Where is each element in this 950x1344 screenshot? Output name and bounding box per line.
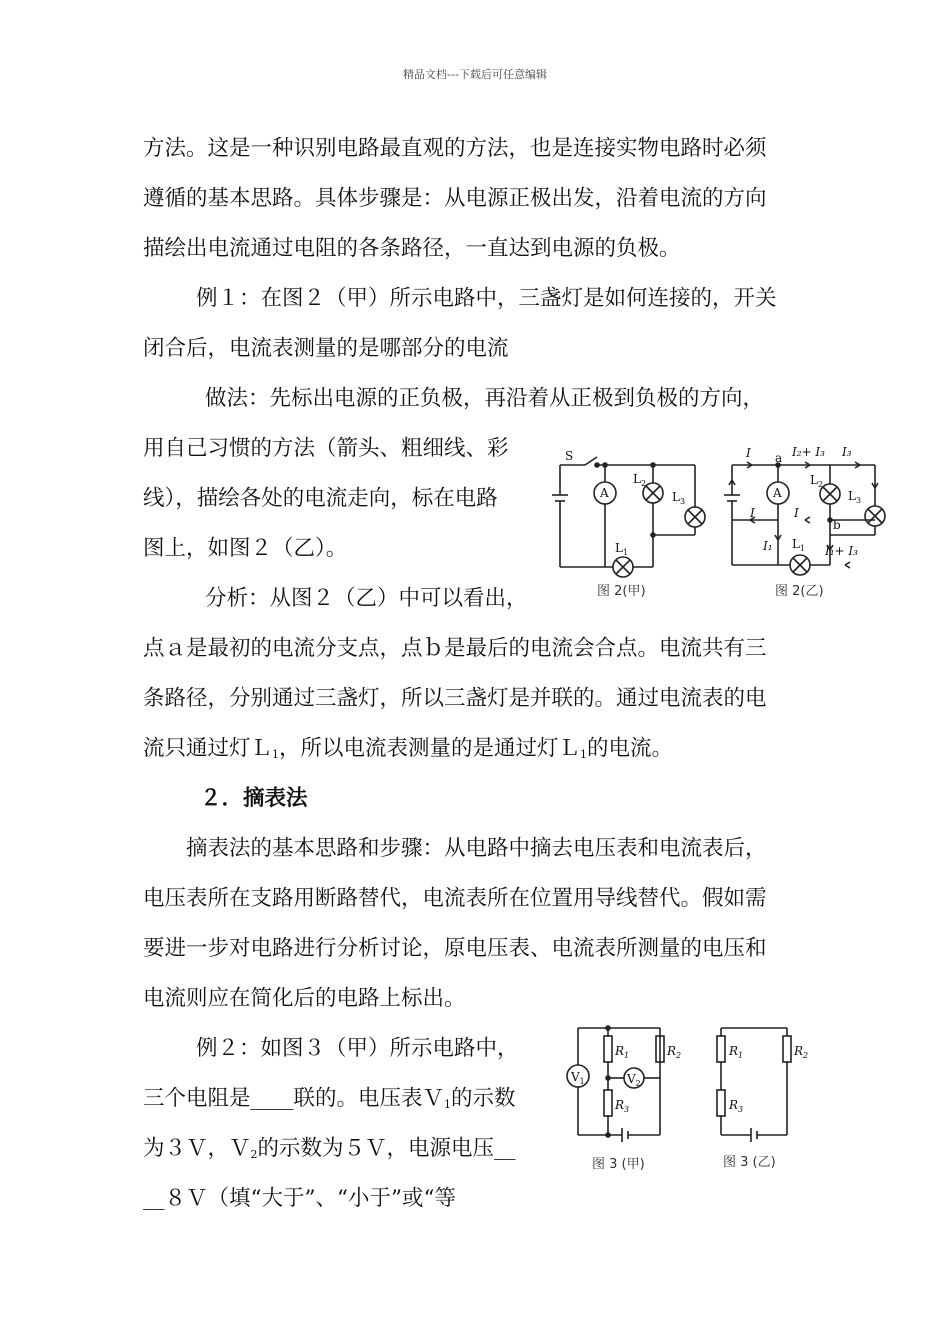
ammeter-label: A xyxy=(773,486,782,500)
lamp-label: $L_1$ xyxy=(615,541,629,557)
body-text-line: 电压表所在支路用断路替代，电流表所在位置用导线替代。假如需 xyxy=(143,886,767,911)
page-header: 精品文档---下载后可任意编辑 xyxy=(403,68,547,81)
voltmeter-label: $V_1$ xyxy=(571,1070,585,1086)
current-label: I₃ xyxy=(842,445,852,459)
voltmeter-label: $V_2$ xyxy=(627,1072,641,1088)
current-label: I xyxy=(750,506,755,520)
analysis-text: 条路径，分别通过三盏灯，所以三盏灯是并联的。通过电流表的电 xyxy=(143,686,767,711)
figure-caption: 图 2(甲) xyxy=(597,584,646,599)
node-b-label: b xyxy=(833,518,841,532)
lamp-label: $L_2$ xyxy=(810,473,824,489)
body-text-line: 电流则应在简化后的电路上标出。 xyxy=(143,986,466,1011)
figure-3a-circuit xyxy=(562,1020,702,1180)
current-label: I₁ xyxy=(763,539,773,553)
current-label: I xyxy=(794,506,799,520)
resistor-label: $R_1$ xyxy=(729,1044,744,1060)
example-1-question: 例１：在图２（甲）所示电路中，三盏灯是如何连接的，开关 xyxy=(196,286,777,311)
section-heading: ２．摘表法 xyxy=(200,786,308,811)
body-text-line: 遵循的基本思路。具体步骤是：从电源正极出发，沿着电流的方向 xyxy=(143,186,767,211)
example-2-question: 三个电阻是____联的。电压表Ｖ$_1$的示数 xyxy=(143,1086,516,1111)
example-2-question: __８Ｖ（填“大于”、“小于”或“等 xyxy=(143,1186,456,1211)
example-1-question-cont: 闭合后，电流表测量的是哪部分的电流 xyxy=(143,336,509,361)
current-label: I₂+ I₃ xyxy=(792,445,825,459)
method-text: 做法：先标出电源的正负极，再沿着从正极到负极的方向， xyxy=(205,386,765,411)
lamp-label: $L_1$ xyxy=(792,537,806,553)
lamp-label: $L_3$ xyxy=(848,489,862,505)
current-label: I₁+ I₃ xyxy=(825,544,858,558)
example-2-question: 例２：如图３（甲）所示电路中， xyxy=(196,1036,519,1061)
current-label: I xyxy=(746,446,751,460)
body-text-line: 方法。这是一种识别电路最直观的方法，也是连接实物电路时必须 xyxy=(143,136,767,161)
method-text: 图上，如图２（乙）。 xyxy=(143,536,348,561)
method-text: 用自己习惯的方法（箭头、粗细线、彩 xyxy=(143,436,509,461)
figure-2a-circuit xyxy=(535,445,710,605)
body-text-line: 摘表法的基本思路和步骤：从电路中摘去电压表和电流表后， xyxy=(186,836,767,861)
body-text-line: 要进一步对电路进行分析讨论，原电压表、电流表所测量的电压和 xyxy=(143,936,767,961)
resistor-label: $R_2$ xyxy=(794,1044,809,1060)
figure-caption: 图 3 (乙) xyxy=(723,1155,776,1170)
lamp-label: $L_3$ xyxy=(672,490,686,506)
figure-caption: 图 2(乙) xyxy=(775,584,824,599)
figure-2b-circuit xyxy=(720,440,900,605)
lamp-label: $L_2$ xyxy=(633,472,647,488)
resistor-label: $R_3$ xyxy=(729,1098,744,1114)
node-a-label: a xyxy=(775,451,783,465)
ammeter-label: A xyxy=(600,486,609,500)
resistor-label: $R_3$ xyxy=(615,1098,630,1114)
switch-label: S xyxy=(565,449,574,463)
figure-3b-circuit xyxy=(705,1020,825,1180)
example-2-question: 为３Ｖ，Ｖ$_2$的示数为５Ｖ，电源电压__ xyxy=(143,1136,516,1161)
analysis-text: 点ａ是最初的电流分支点，点ｂ是最后的电流会合点。电流共有三 xyxy=(143,636,767,661)
analysis-text: 流只通过灯Ｌ$_1$，所以电流表测量的是通过灯Ｌ$_1$的电流。 xyxy=(143,736,674,761)
figure-caption: 图 3 (甲) xyxy=(592,1157,645,1172)
analysis-text: 分析：从图２（乙）中可以看出， xyxy=(205,586,528,611)
resistor-label: $R_1$ xyxy=(615,1044,630,1060)
body-text-line: 描绘出电流通过电阻的各条路径，一直达到电源的负极。 xyxy=(143,236,681,261)
method-text: 线），描绘各处的电流走向，标在电路 xyxy=(143,486,498,511)
resistor-label: $R_2$ xyxy=(667,1044,682,1060)
